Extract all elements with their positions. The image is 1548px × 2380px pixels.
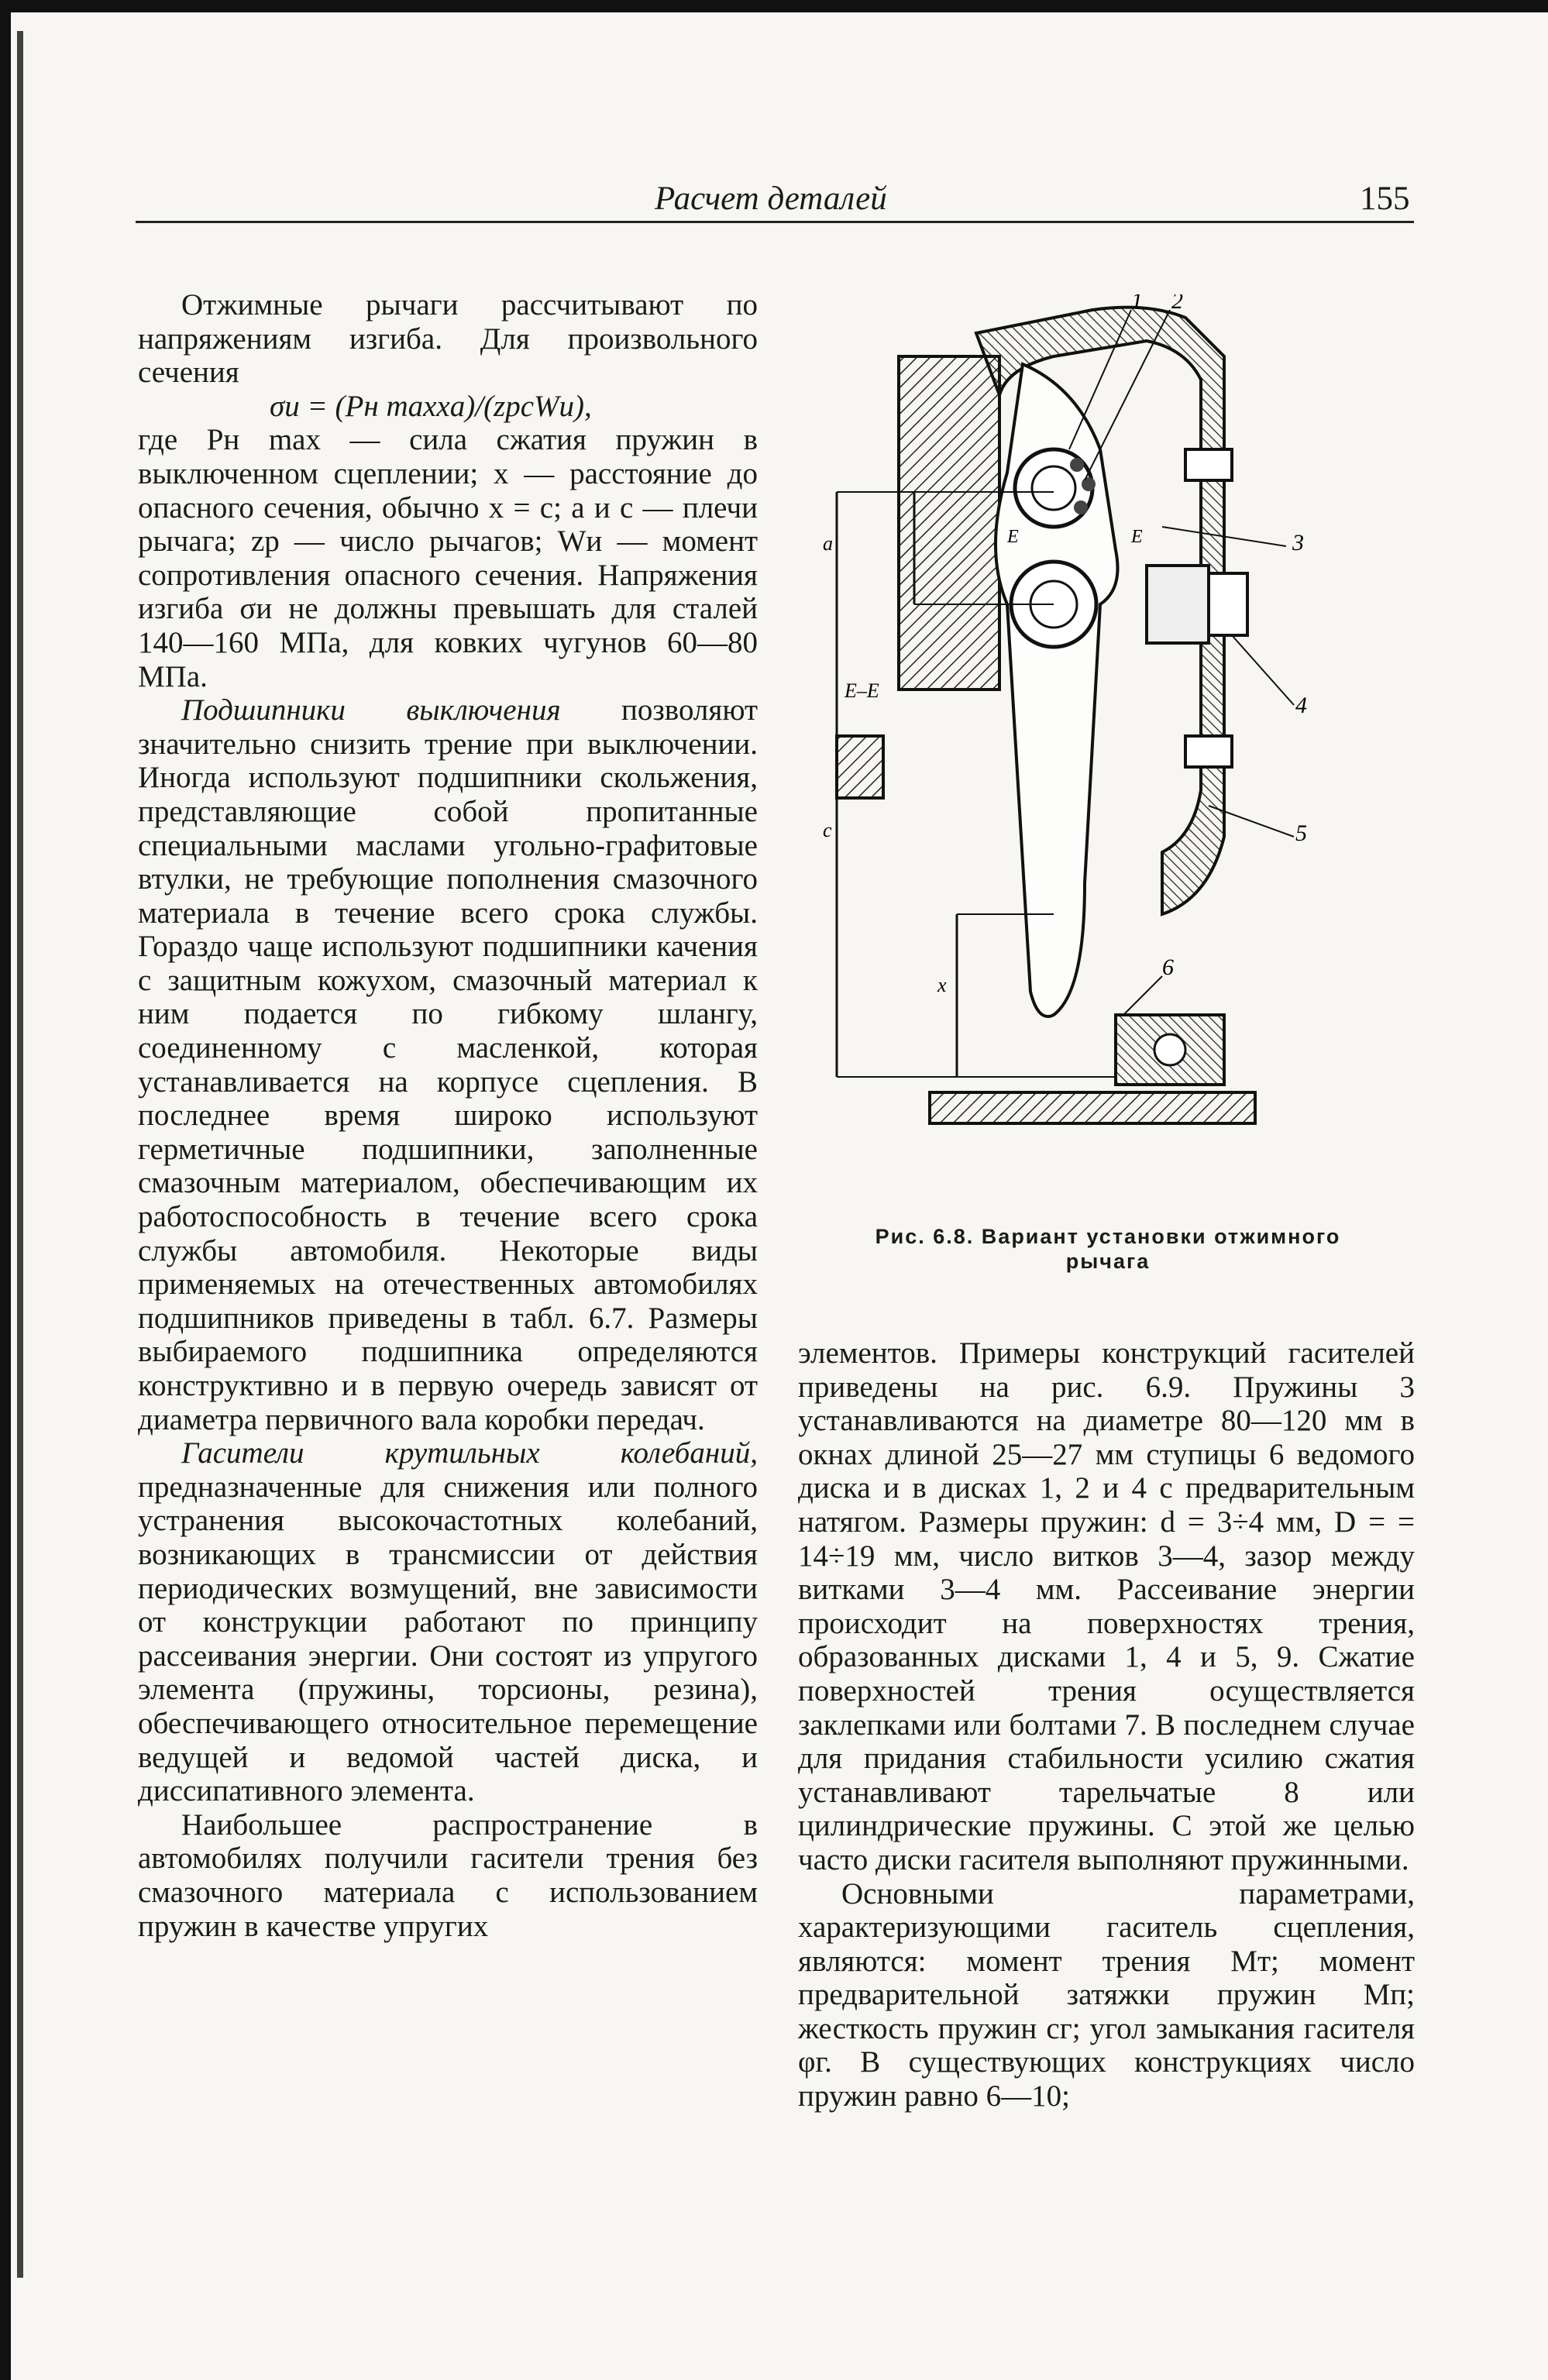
scan-binding-shadow xyxy=(17,31,23,2278)
caption-line-2: рычага xyxy=(1065,1250,1151,1273)
scan-left-border xyxy=(0,0,11,2380)
cover-bolt-upper xyxy=(1185,449,1232,480)
label-4: 4 xyxy=(1295,693,1307,718)
base-flange xyxy=(930,1092,1255,1123)
paragraph-release-bearings xyxy=(138,693,758,1436)
page-number: 155 xyxy=(1360,181,1410,217)
term-release-bearings: Подшипники выключения xyxy=(181,693,561,727)
figure-release-lever xyxy=(821,294,1426,1201)
label-section: E–E xyxy=(845,679,879,702)
release-lever-drawing xyxy=(821,294,1426,1201)
running-title: Расчет деталей xyxy=(655,181,887,217)
label-6: 6 xyxy=(1162,954,1174,980)
cover-bolt-lower xyxy=(1185,736,1232,767)
label-a: a xyxy=(823,532,833,555)
right-column xyxy=(798,1336,1415,2113)
figure-caption xyxy=(798,1224,1418,1274)
paragraph-friction-dampers: Наибольшее распространение в автомобилях получили гасители трения без смазочного материала с использованием пружин в качестве упругих xyxy=(138,1807,758,1943)
release-bearings-text: позволяют значительно снизить трение при выключении. Иногда используют подшипники скольжения, представляющие собой пропитанные специальными маслами угольно-графитовые втулки, не требующие пополнения смазочного материала в течение всего срока службы. Гораздо чаще используют подшипники качения с защитным кожухом, смазочный материал к ним подается по гибкому шлангу, соединенному с масленкой, которая устанавливается на корпусе сцепления. В последнее время широко используют герметичные подшипники, заполненные смазочным материалом, обеспечивающим их работоспособность в течение всего срока службы автомобиля. Некоторые виды применяемых на отечественных автомобилях подшипников приведены в табл. 6.7. Размеры выбираемого подшипника определяются конструктивно и в первую очередь зависят от диаметра первичного вала коробки передач. xyxy=(138,693,758,1436)
label-e-left: E xyxy=(1007,527,1019,547)
label-x: x xyxy=(937,974,947,996)
paragraph-damper-examples: элементов. Примеры конструкций гасителей приведены на рис. 6.9. Пружины 3 устанавливаются на диаметре 80—120 мм в окнах длиной 25—27 мм ступицы 6 ведомого диска и в дисках 1, 2 и 4 с предварительным натягом. Размеры пружин: d = 3÷4 мм, D = = 14÷19 мм, число витков 3—4, зазор между витками 3—4 мм. Рассеивание энергии происходит на поверхностях трения, образованных дисками 1, 4 и 5, 9. Сжатие поверхностей трения осуществляется заклепками или болтами 7. В последнем случае для придания стабильности усилию сжатия устанавливают тарельчатые 8 или цилиндрические пружины. С этой же целью часто диски гасителя выполняют пружинными. xyxy=(798,1336,1415,1876)
header-rule xyxy=(136,221,1414,223)
label-5: 5 xyxy=(1295,820,1307,846)
torsional-dampers-text: предназначенные для снижения или полного устранения высокочастотных колебаний, возникающих в трансмиссии от действия периодических возмущений, вне зависимости от конструкции работают по принципу рассеивания энергии. Они состоят из упругого элемента (пружины, торсионы, резина), обеспечивающего относительное перемещение ведущей и ведомой частей диска, и диссипативного элемента. xyxy=(138,1470,758,1808)
paragraph-lever-calc: Отжимные рычаги рассчитывают по напряжениям изгиба. Для произвольного сечения xyxy=(138,288,758,390)
label-c: c xyxy=(823,819,832,841)
term-torsional-dampers: Гасители крутильных колебаний, xyxy=(181,1436,758,1470)
left-column xyxy=(138,288,758,1943)
section-e-e xyxy=(837,736,883,798)
adjusting-nut xyxy=(1147,566,1209,643)
paragraph-torsional-dampers xyxy=(138,1436,758,1808)
bending-stress-formula: σи = (Pн maxxa)/(zpcWи), xyxy=(270,389,592,423)
label-1: 1 xyxy=(1131,294,1143,314)
label-2: 2 xyxy=(1171,294,1183,314)
label-e-right: E xyxy=(1131,527,1143,547)
label-3: 3 xyxy=(1292,530,1304,555)
paragraph-formula-legend: где Pн max — сила сжатия пружин в выключенном сцеплении; x — расстояние до опасного сечения, обычно x = c; a и c — плечи рычага; zp — число рычагов; Wи — момент сопротивления опасного сечения. Напряжения изгиба σи не должны превышать для сталей 140—160 МПа, для ковких чугунов 60—80 МПа. xyxy=(138,423,758,693)
caption-line-1: Рис. 6.8. Вариант установки отжимного xyxy=(875,1225,1341,1248)
scan-top-border xyxy=(0,0,1548,12)
paragraph-damper-parameters: Основными параметрами, характеризующими гаситель сцепления, являются: момент трения Mт; момент предварительной затяжки пружин Mп; жесткость пружин cг; угол замыкания гасителя φг. В существующих конструкциях число пружин равно 6—10; xyxy=(798,1876,1415,2113)
